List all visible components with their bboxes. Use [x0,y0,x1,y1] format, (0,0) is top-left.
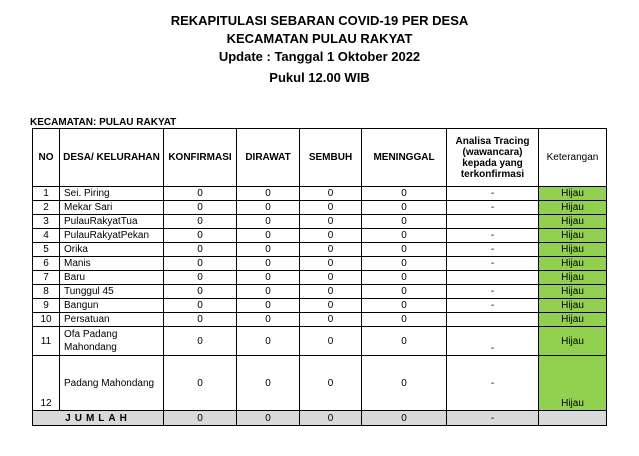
table-row [33,299,607,313]
row-konfirmasi: 0 [164,327,237,356]
table-row [33,356,607,411]
title-line-4: Pukul 12.00 WIB [269,70,370,85]
row-desa: Sei. Piring [60,187,164,201]
header-row [33,129,607,187]
row-sembuh: 0 [300,243,362,257]
total-label: JUMLAH [33,411,164,426]
header-analisa: Analisa Tracing (wawancara) kepada yang terkonfirmasi [447,129,539,187]
row-analisa: - [447,356,539,411]
row-sembuh: 0 [300,327,362,356]
row-analisa: - [447,229,539,243]
table-row [33,201,607,215]
row-sembuh: 0 [300,257,362,271]
row-desa: Baru [60,271,164,285]
row-meninggal: 0 [362,201,447,215]
row-dirawat: 0 [237,271,300,285]
row-sembuh: 0 [300,201,362,215]
row-konfirmasi: 0 [164,271,237,285]
row-no: 10 [33,313,60,327]
header-no: NO [33,129,60,187]
row-dirawat: 0 [237,356,300,411]
table-row [33,271,607,285]
row-sembuh: 0 [300,299,362,313]
row-desa: Padang Mahondang [60,356,164,411]
row-meninggal: 0 [362,285,447,299]
row-desa: Orika [60,243,164,257]
covid-table [32,128,607,426]
row-analisa: - [447,257,539,271]
row-analisa [447,271,539,285]
row-dirawat: 0 [237,299,300,313]
row-konfirmasi: 0 [164,201,237,215]
row-dirawat: 0 [237,243,300,257]
row-konfirmasi: 0 [164,215,237,229]
header-konfirmasi: KONFIRMASI [164,129,237,187]
row-meninggal: 0 [362,187,447,201]
total-keterangan [539,411,607,426]
row-konfirmasi: 0 [164,285,237,299]
row-keterangan: Hijau [539,215,607,229]
row-desa: Bangun [60,299,164,313]
total-row [33,411,607,426]
row-no: 2 [33,201,60,215]
row-keterangan: Hijau [539,327,607,356]
row-no: 11 [33,327,60,356]
total-konfirmasi: 0 [164,411,237,426]
row-no: 3 [33,215,60,229]
row-meninggal: 0 [362,299,447,313]
row-desa: Mekar Sari [60,201,164,215]
row-desa: PulauRakyatTua [60,215,164,229]
row-no: 5 [33,243,60,257]
row-keterangan: Hijau [539,201,607,215]
row-dirawat: 0 [237,285,300,299]
row-meninggal: 0 [362,229,447,243]
row-meninggal: 0 [362,271,447,285]
row-sembuh: 0 [300,215,362,229]
row-analisa: - [447,243,539,257]
row-no: 7 [33,271,60,285]
row-analisa [447,313,539,327]
row-no: 4 [33,229,60,243]
row-analisa [447,215,539,229]
total-sembuh: 0 [300,411,362,426]
report-title [0,12,639,87]
row-no: 6 [33,257,60,271]
row-konfirmasi: 0 [164,243,237,257]
row-dirawat: 0 [237,215,300,229]
row-keterangan: Hijau [539,271,607,285]
row-konfirmasi: 0 [164,257,237,271]
table-row [33,243,607,257]
header-keterangan: Keterangan [539,129,607,187]
row-keterangan: Hijau [539,243,607,257]
row-keterangan: Hijau [539,257,607,271]
row-no: 8 [33,285,60,299]
row-keterangan: Hijau [539,187,607,201]
row-konfirmasi: 0 [164,313,237,327]
row-analisa: - [447,201,539,215]
row-dirawat: 0 [237,327,300,356]
table-row [33,313,607,327]
row-meninggal: 0 [362,356,447,411]
row-desa: PulauRakyatPekan [60,229,164,243]
table-row [33,215,607,229]
row-meninggal: 0 [362,215,447,229]
row-keterangan: Hijau [539,285,607,299]
row-konfirmasi: 0 [164,229,237,243]
title-line-2: KECAMATAN PULAU RAKYAT [226,31,413,46]
row-konfirmasi: 0 [164,356,237,411]
row-analisa: - [447,285,539,299]
total-analisa: - [447,411,539,426]
table-row [33,327,607,356]
row-desa: Ofa Padang Mahondang [60,327,164,356]
row-sembuh: 0 [300,356,362,411]
row-keterangan: Hijau [539,229,607,243]
row-keterangan: Hijau [539,313,607,327]
row-no: 1 [33,187,60,201]
row-sembuh: 0 [300,285,362,299]
row-sembuh: 0 [300,187,362,201]
total-dirawat: 0 [237,411,300,426]
row-keterangan: Hijau [539,356,607,411]
kecamatan-label: KECAMATAN: PULAU RAKYAT [30,117,177,128]
row-sembuh: 0 [300,313,362,327]
row-dirawat: 0 [237,313,300,327]
row-no: 9 [33,299,60,313]
table-row [33,257,607,271]
title-line-1: REKAPITULASI SEBARAN COVID-19 PER DESA [170,13,469,28]
row-meninggal: 0 [362,327,447,356]
row-desa: Manis [60,257,164,271]
row-dirawat: 0 [237,201,300,215]
total-meninggal: 0 [362,411,447,426]
row-no: 12 [33,356,60,411]
row-dirawat: 0 [237,187,300,201]
row-desa: Tunggul 45 [60,285,164,299]
row-analisa: - [447,299,539,313]
row-analisa: - [447,187,539,201]
title-line-3: Update : Tanggal 1 Oktober 2022 [218,49,421,64]
header-desa: DESA/ KELURAHAN [60,129,164,187]
row-meninggal: 0 [362,257,447,271]
row-keterangan: Hijau [539,299,607,313]
row-dirawat: 0 [237,257,300,271]
table-row [33,187,607,201]
table-row [33,285,607,299]
row-meninggal: 0 [362,313,447,327]
row-konfirmasi: 0 [164,299,237,313]
row-konfirmasi: 0 [164,187,237,201]
row-desa: Persatuan [60,313,164,327]
row-sembuh: 0 [300,271,362,285]
row-meninggal: 0 [362,243,447,257]
header-sembuh: SEMBUH [300,129,362,187]
header-meninggal: MENINGGAL [362,129,447,187]
row-dirawat: 0 [237,229,300,243]
header-dirawat: DIRAWAT [237,129,300,187]
table-row [33,229,607,243]
row-analisa: - [447,327,539,356]
row-sembuh: 0 [300,229,362,243]
